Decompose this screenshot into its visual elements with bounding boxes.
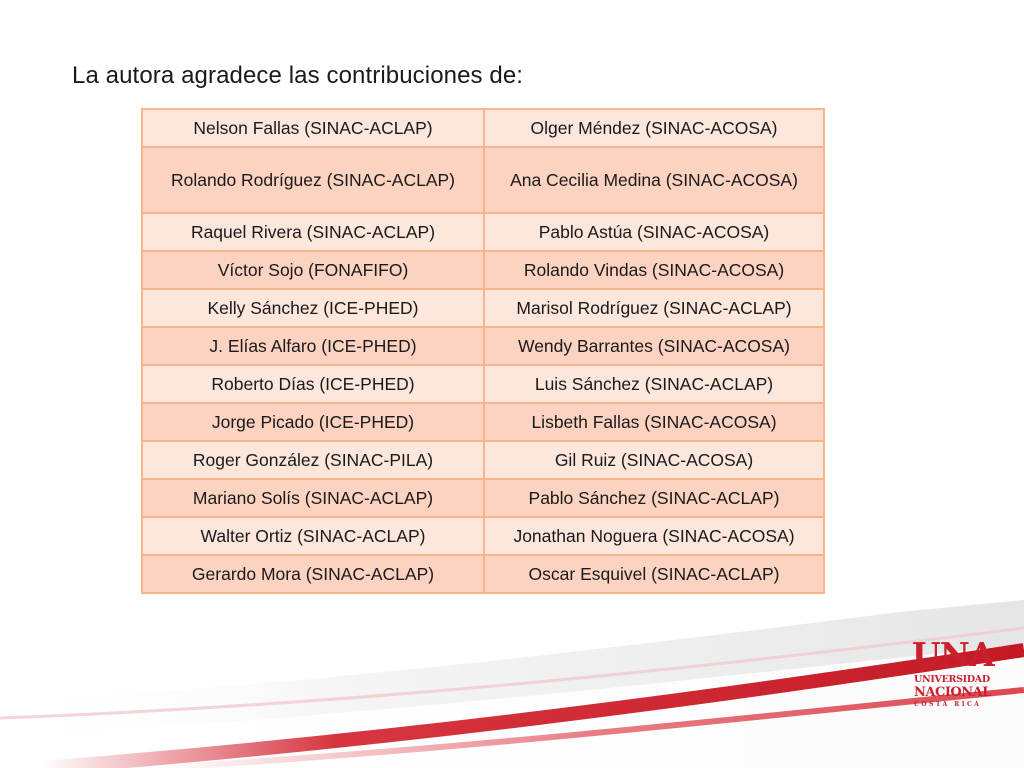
table-cell: Mariano Solís (SINAC-ACLAP) bbox=[142, 479, 484, 517]
una-logo bbox=[900, 632, 1004, 712]
page-title: La autora agradece las contribuciones de: bbox=[72, 62, 524, 89]
table-row bbox=[142, 251, 824, 289]
table-row bbox=[142, 517, 824, 555]
table-cell: Pablo Astúa (SINAC-ACOSA) bbox=[484, 213, 824, 251]
table-cell: J. Elías Alfaro (ICE-PHED) bbox=[142, 327, 484, 365]
table-cell: Roberto Días (ICE-PHED) bbox=[142, 365, 484, 403]
table-cell: Wendy Barrantes (SINAC-ACOSA) bbox=[484, 327, 824, 365]
table-cell: Ana Cecilia Medina (SINAC-ACOSA) bbox=[484, 147, 824, 213]
table-cell: Roger González (SINAC-PILA) bbox=[142, 441, 484, 479]
table-cell: Marisol Rodríguez (SINAC-ACLAP) bbox=[484, 289, 824, 327]
table-row bbox=[142, 479, 824, 517]
table-cell: Raquel Rivera (SINAC-ACLAP) bbox=[142, 213, 484, 251]
contributors-table bbox=[141, 108, 825, 594]
table-cell: Rolando Rodríguez (SINAC-ACLAP) bbox=[142, 147, 484, 213]
table-row bbox=[142, 327, 824, 365]
logo-line-universidad: UNIVERSIDAD bbox=[914, 674, 990, 685]
logo-line-nacional: NACIONAL bbox=[914, 685, 991, 700]
table-cell: Víctor Sojo (FONAFIFO) bbox=[142, 251, 484, 289]
table-cell: Kelly Sánchez (ICE-PHED) bbox=[142, 289, 484, 327]
table-cell: Jorge Picado (ICE-PHED) bbox=[142, 403, 484, 441]
table-cell: Luis Sánchez (SINAC-ACLAP) bbox=[484, 365, 824, 403]
table-cell: Walter Ortiz (SINAC-ACLAP) bbox=[142, 517, 484, 555]
table-row bbox=[142, 403, 824, 441]
table-row bbox=[142, 555, 824, 593]
table-row bbox=[142, 441, 824, 479]
logo-line-costa-rica: COSTA RICA bbox=[914, 701, 982, 708]
logo-main-text: UNA bbox=[912, 635, 994, 674]
table-cell: Gil Ruiz (SINAC-ACOSA) bbox=[484, 441, 824, 479]
table-cell: Oscar Esquivel (SINAC-ACLAP) bbox=[484, 555, 824, 593]
table-row bbox=[142, 365, 824, 403]
table-cell: Gerardo Mora (SINAC-ACLAP) bbox=[142, 555, 484, 593]
table-cell: Olger Méndez (SINAC-ACOSA) bbox=[484, 109, 824, 147]
table-cell: Lisbeth Fallas (SINAC-ACOSA) bbox=[484, 403, 824, 441]
table-row bbox=[142, 109, 824, 147]
table-cell: Rolando Vindas (SINAC-ACOSA) bbox=[484, 251, 824, 289]
table-row bbox=[142, 147, 824, 213]
table-cell: Nelson Fallas (SINAC-ACLAP) bbox=[142, 109, 484, 147]
table-cell: Jonathan Noguera (SINAC-ACOSA) bbox=[484, 517, 824, 555]
table-row bbox=[142, 213, 824, 251]
table-cell: Pablo Sánchez (SINAC-ACLAP) bbox=[484, 479, 824, 517]
table-row bbox=[142, 289, 824, 327]
